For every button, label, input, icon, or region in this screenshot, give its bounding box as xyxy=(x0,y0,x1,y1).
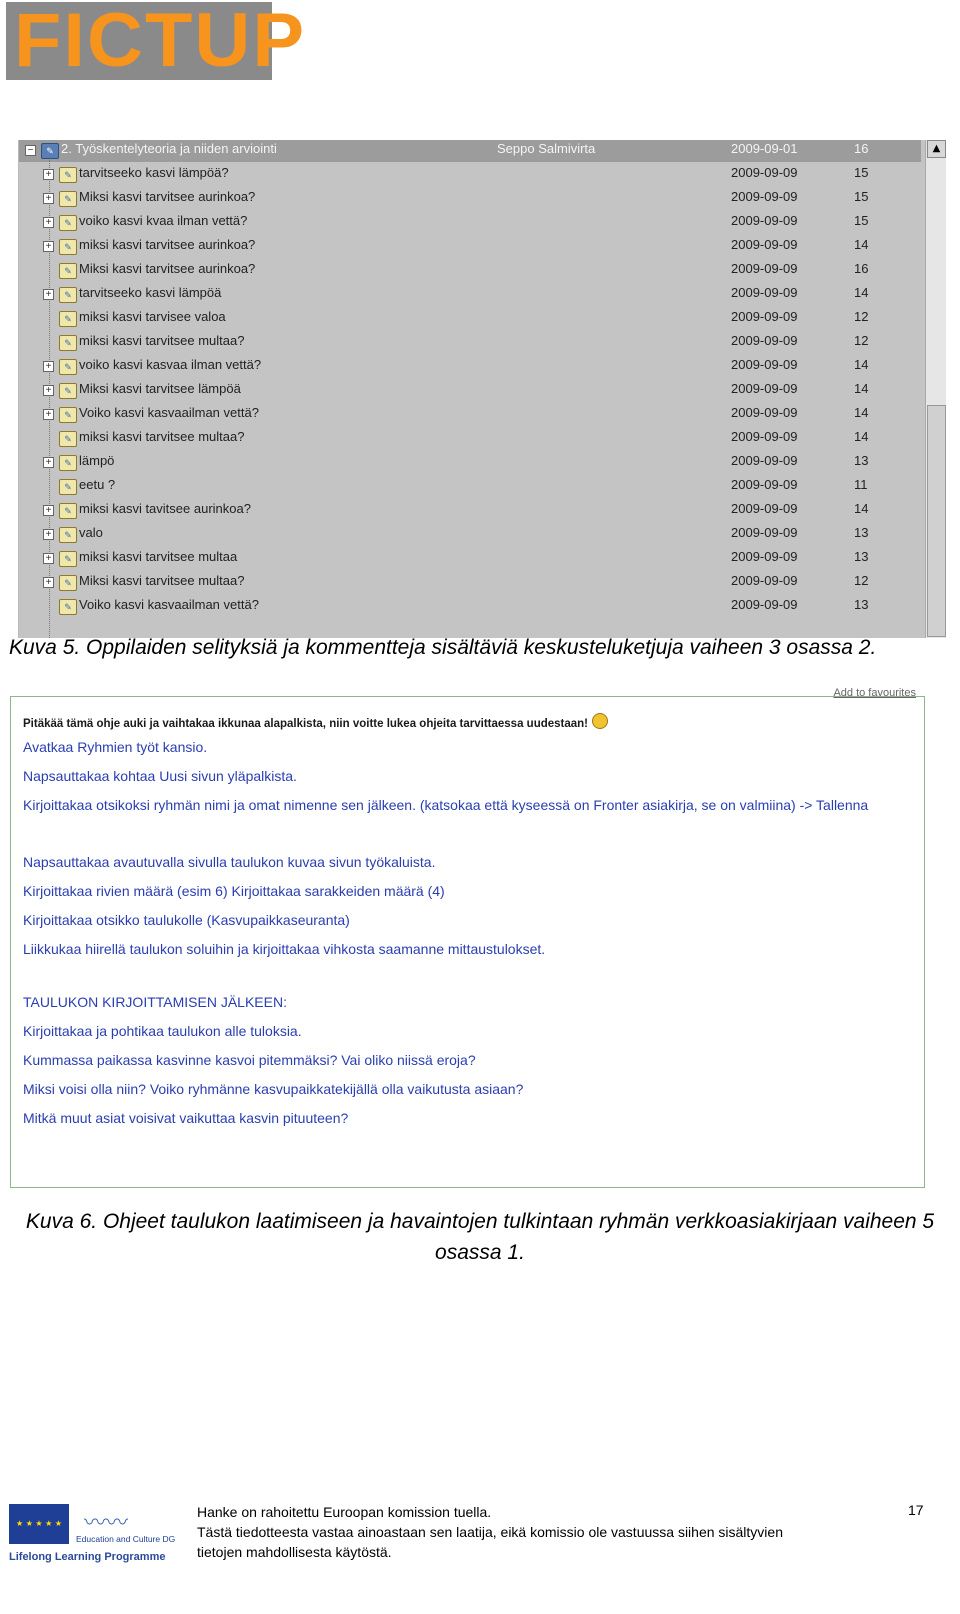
reply-count: 15 xyxy=(854,213,869,228)
instruction-line: Mitkä muut asiat voisivat vaikuttaa kasvin pituuteen? xyxy=(23,1110,349,1126)
thread-reply-row[interactable] xyxy=(19,380,921,404)
reply-date: 2009-09-09 xyxy=(731,501,798,516)
figure-6-caption: Kuva 6. Ohjeet taulukon laatimiseen ja havaintojen tulkintaan ryhmän verkkoasiakirjaan vaiheen 5 osassa 1. xyxy=(25,1210,935,1264)
reply-title[interactable]: Miksi kasvi tarvitsee multaa? xyxy=(79,573,245,588)
message-icon: ✎ xyxy=(59,551,77,567)
reply-title[interactable]: eetu ? xyxy=(79,477,116,492)
thread-reply-row[interactable] xyxy=(19,452,921,476)
message-icon: ✎ xyxy=(59,239,77,255)
reply-title[interactable]: miksi kasvi tarvitsee multaa? xyxy=(79,429,245,444)
footer-line: Hanke on rahoitettu Euroopan komission tuella. xyxy=(197,1504,492,1520)
instruction-line: Napsauttakaa avautuvalla sivulla taulukon kuvaa sivun työkaluista. xyxy=(23,854,436,870)
reply-title[interactable]: tarvitseeko kasvi lämpöä? xyxy=(79,165,229,180)
reply-title[interactable]: voiko kasvi kasvaa ilman vettä? xyxy=(79,357,262,372)
reply-count: 16 xyxy=(854,261,869,276)
reply-count: 13 xyxy=(854,453,869,468)
forum-thread-screenshot xyxy=(18,140,941,638)
thread-reply-row[interactable] xyxy=(19,548,921,572)
thread-author: Seppo Salmivirta xyxy=(497,141,596,156)
collapse-icon[interactable]: − xyxy=(25,145,36,156)
reply-count: 14 xyxy=(854,285,869,300)
reply-count: 14 xyxy=(854,381,869,396)
reply-count: 14 xyxy=(854,429,869,444)
swoosh-icon: 〰〰 xyxy=(84,1511,129,1536)
thread-reply-row[interactable] xyxy=(19,524,921,548)
thread-reply-row[interactable] xyxy=(19,476,921,500)
scroll-up-icon[interactable]: ▲ xyxy=(927,140,946,158)
reply-date: 2009-09-09 xyxy=(731,381,798,396)
instruction-line: Kirjoittakaa rivien määrä (esim 6) Kirjoittakaa sarakkeiden määrä (4) xyxy=(23,883,445,899)
reply-date: 2009-09-09 xyxy=(731,357,798,372)
message-icon: ✎ xyxy=(59,311,77,327)
reply-count: 11 xyxy=(854,477,868,492)
reply-date: 2009-09-09 xyxy=(731,477,798,492)
reply-date: 2009-09-09 xyxy=(731,165,798,180)
reply-date: 2009-09-09 xyxy=(731,309,798,324)
message-icon: ✎ xyxy=(59,503,77,519)
reply-title[interactable]: miksi kasvi tarvisee valoa xyxy=(79,309,226,324)
reply-title[interactable]: Miksi kasvi tarvitsee lämpöä xyxy=(79,381,241,396)
reply-title[interactable]: voiko kasvi kvaa ilman vettä? xyxy=(79,213,248,228)
reply-count: 12 xyxy=(854,573,869,588)
instruction-line: Miksi voisi olla niin? Voiko ryhmänne kasvupaikkatekijällä olla vaikutusta asiaan? xyxy=(23,1081,524,1097)
thread-reply-row[interactable] xyxy=(19,260,921,284)
expand-icon[interactable]: + xyxy=(43,505,54,516)
logo-text: FICTUP xyxy=(14,0,307,83)
message-icon: ✎ xyxy=(59,287,77,303)
message-icon: ✎ xyxy=(59,263,77,279)
folder-thread-icon: ✎ xyxy=(41,143,59,159)
thread-reply-row[interactable] xyxy=(19,428,921,452)
reply-date: 2009-09-09 xyxy=(731,189,798,204)
footer-disclaimer xyxy=(197,1502,857,1562)
reply-count: 13 xyxy=(854,525,869,540)
reply-count: 15 xyxy=(854,165,869,180)
edu-logo-text: Education and Culture DG xyxy=(76,1534,176,1544)
reply-date: 2009-09-09 xyxy=(731,237,798,252)
message-icon: ✎ xyxy=(59,455,77,471)
thread-count: 16 xyxy=(854,141,869,156)
reply-title[interactable]: tarvitseeko kasvi lämpöä xyxy=(79,285,222,300)
reply-date: 2009-09-09 xyxy=(731,429,798,444)
reply-title[interactable]: Voiko kasvi kasvaailman vettä? xyxy=(79,405,259,420)
reply-title[interactable]: valo xyxy=(79,525,103,540)
expand-icon[interactable]: + xyxy=(43,529,54,540)
education-culture-logo xyxy=(74,1500,184,1548)
instruction-line: Kirjoittakaa otsikoksi ryhmän nimi ja omat nimenne sen jälkeen. (katsokaa että kyseessä on Fronter asiakirja, se on valmiina) -> Tallenna xyxy=(23,797,869,813)
message-icon: ✎ xyxy=(59,383,77,399)
figure-5-caption: Kuva 5. Oppilaiden selityksiä ja kommentteja sisältäviä keskusteluketjuja vaiheen 3 osassa 2. xyxy=(9,636,877,659)
reply-title[interactable]: Miksi kasvi tarvitsee aurinkoa? xyxy=(79,261,256,276)
reply-date: 2009-09-09 xyxy=(731,549,798,564)
instructions-panel xyxy=(10,687,925,1188)
llp-logo-text: Lifelong Learning Programme xyxy=(9,1551,166,1563)
instruction-line: Liikkukaa hiirellä taulukon soluihin ja kirjoittakaa vihkosta saamanne mittaustulokset. xyxy=(23,941,546,957)
scroll-thumb[interactable] xyxy=(927,405,946,637)
thread-reply-row[interactable] xyxy=(19,308,921,332)
message-icon: ✎ xyxy=(59,575,77,591)
instruction-line: Kummassa paikassa kasvinne kasvoi pitemmäksi? Vai oliko niissä eroja? xyxy=(23,1052,476,1068)
thread-header-row[interactable] xyxy=(19,140,921,164)
reply-date: 2009-09-09 xyxy=(731,213,798,228)
reply-date: 2009-09-09 xyxy=(731,285,798,300)
message-icon: ✎ xyxy=(59,527,77,543)
thread-reply-row[interactable] xyxy=(19,188,921,212)
expand-icon[interactable]: + xyxy=(43,289,54,300)
reply-date: 2009-09-09 xyxy=(731,597,798,612)
thread-reply-row[interactable] xyxy=(19,500,921,524)
fictup-logo xyxy=(6,0,307,83)
message-icon: ✎ xyxy=(59,191,77,207)
message-icon: ✎ xyxy=(59,407,77,423)
thread-reply-row[interactable] xyxy=(19,572,921,596)
expand-icon[interactable]: + xyxy=(43,361,54,372)
reply-date: 2009-09-09 xyxy=(731,525,798,540)
expand-icon[interactable]: + xyxy=(43,217,54,228)
reply-count: 15 xyxy=(854,189,869,204)
message-icon: ✎ xyxy=(59,215,77,231)
thread-reply-row[interactable] xyxy=(19,164,921,188)
expand-icon[interactable]: + xyxy=(43,457,54,468)
reply-date: 2009-09-09 xyxy=(731,261,798,276)
footer-line: tietojen mahdollisesta käytöstä. xyxy=(197,1544,392,1560)
expand-icon[interactable]: + xyxy=(43,241,54,252)
smiley-icon xyxy=(592,713,608,729)
thread-date: 2009-09-01 xyxy=(731,141,798,156)
expand-icon[interactable]: + xyxy=(43,577,54,588)
instruction-intro-text: Pitäkää tämä ohje auki ja vaihtakaa ikkunaa alapalkista, niin voitte lukea ohjeita tarvittaessa uudestaan! xyxy=(23,718,589,730)
reply-count: 13 xyxy=(854,597,869,612)
thread-reply-row[interactable] xyxy=(19,236,921,260)
message-icon: ✎ xyxy=(59,335,77,351)
page-number: 17 xyxy=(908,1502,924,1518)
message-icon: ✎ xyxy=(59,431,77,447)
instruction-line: TAULUKON KIRJOITTAMISEN JÄLKEEN: xyxy=(23,994,287,1010)
expand-icon[interactable]: + xyxy=(43,193,54,204)
reply-title[interactable]: Miksi kasvi tarvitsee aurinkoa? xyxy=(79,189,256,204)
eu-stars-icon: ★ ★ ★ ★ ★ xyxy=(15,1519,63,1528)
reply-title[interactable]: Voiko kasvi kasvaailman vettä? xyxy=(79,597,259,612)
footer-line: Tästä tiedotteesta vastaa ainoastaan sen laatija, eikä komissio ole vastuussa siihen sisältyvien xyxy=(197,1524,783,1540)
reply-title[interactable]: miksi kasvi tarvitsee multaa xyxy=(79,549,238,564)
scrollbar[interactable] xyxy=(925,140,946,638)
thread-reply-row[interactable] xyxy=(19,356,921,380)
thread-reply-row[interactable] xyxy=(19,404,921,428)
instruction-line: Kirjoittakaa otsikko taulukolle (Kasvupaikkaseuranta) xyxy=(23,912,350,928)
message-icon: ✎ xyxy=(59,599,77,615)
reply-date: 2009-09-09 xyxy=(731,405,798,420)
eu-flag-logo xyxy=(9,1504,69,1544)
reply-title[interactable]: lämpö xyxy=(79,453,115,468)
add-to-favourites-link[interactable]: Add to favourites xyxy=(833,687,916,699)
instruction-line: Napsauttakaa kohtaa Uusi sivun yläpalkista. xyxy=(23,768,297,784)
message-icon: ✎ xyxy=(59,167,77,183)
reply-date: 2009-09-09 xyxy=(731,333,798,348)
reply-count: 14 xyxy=(854,357,869,372)
reply-title[interactable]: miksi kasvi tavitsee aurinkoa? xyxy=(79,501,251,516)
reply-title[interactable]: miksi kasvi tarvitsee aurinkoa? xyxy=(79,237,256,252)
thread-reply-row[interactable] xyxy=(19,284,921,308)
thread-title[interactable]: 2. Työskentelyteoria ja niiden arviointi xyxy=(61,141,277,156)
reply-count: 13 xyxy=(854,549,869,564)
instruction-line: Kirjoittakaa ja pohtikaa taulukon alle tuloksia. xyxy=(23,1023,302,1039)
reply-count: 14 xyxy=(854,501,869,516)
reply-date: 2009-09-09 xyxy=(731,453,798,468)
reply-count: 12 xyxy=(854,309,869,324)
instruction-intro xyxy=(23,713,608,730)
expand-icon[interactable]: + xyxy=(43,553,54,564)
reply-count: 14 xyxy=(854,237,869,252)
thread-reply-row[interactable] xyxy=(19,596,921,620)
message-icon: ✎ xyxy=(59,359,77,375)
expand-icon[interactable]: + xyxy=(43,169,54,180)
instruction-line: Avatkaa Ryhmien työt kansio. xyxy=(23,739,208,755)
reply-date: 2009-09-09 xyxy=(731,573,798,588)
reply-count: 14 xyxy=(854,405,869,420)
expand-icon[interactable]: + xyxy=(43,385,54,396)
reply-count: 12 xyxy=(854,333,869,348)
expand-icon[interactable]: + xyxy=(43,409,54,420)
thread-reply-row[interactable] xyxy=(19,212,921,236)
message-icon: ✎ xyxy=(59,479,77,495)
reply-title[interactable]: miksi kasvi tarvitsee multaa? xyxy=(79,333,245,348)
thread-reply-row[interactable] xyxy=(19,332,921,356)
